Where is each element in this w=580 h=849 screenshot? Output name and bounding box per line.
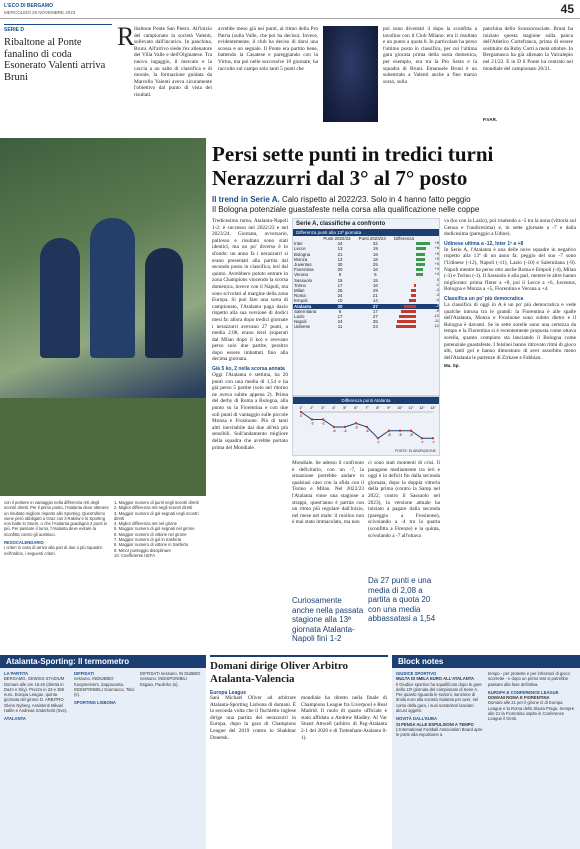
diff-label: +8 — [434, 241, 439, 246]
points-cell: 18 — [372, 256, 378, 262]
trend-x-label: 7° — [365, 406, 369, 410]
trend-point — [344, 426, 346, 428]
caption-body: I criteri in caso di arrivo alla pari di due o più squadre: nell'ordine, i seguenti criteri. — [4, 545, 104, 556]
deck — [212, 195, 577, 205]
caption-block — [4, 500, 110, 640]
team-cell: Inter — [294, 241, 303, 247]
tiebreak-8: 8. Maggior numero di vittorie in trasferta — [114, 542, 189, 548]
tiebreak-10: 10. Coefficiente UEFA — [114, 552, 156, 558]
main-col4a: va (ko con la Lazio), poi risalendo a -5 tra la nona (vittoria sul Genoa e l'undicesima) e, in sette giornate a -7 e dalla dodicesima (pareggio a Udine). — [444, 218, 576, 238]
team-cell: Atalanta — [294, 303, 312, 309]
note2-body: L'International Football Association Board apre le porte alla espulsione a — [396, 726, 483, 738]
main-col1b: Oggi l'Atalanta è settima, ha 20 punti con una media di 1,54 e ha già perso 5 partite (solo nel ritorno ne aveva subite appena 2). Prima del derby di Roma a Bologna, alla punto su la Fiorentina e con due soli punti di vantaggio sulle piccole Monza e Frosinone. Più di tanti altri inevitabile dai due all'età più sensibili. Sull'andamento migliore della squadra che avrebbe portato prima del Mondiale. — [212, 372, 288, 451]
chart-table — [293, 236, 439, 330]
top-article — [117, 22, 575, 126]
diff-label: +5 — [434, 262, 439, 267]
main-col3: ci sono stati momenti di crisi. Il paragone mediamente tra ieri e oggi è in deficit fin dalla seconda giornata, dopo la doppia vittoria della prima (contro la Samp nel 2022, contro il Sassuolo nel 2023), la versione attuale ha iniziato a pagare dalla seconda (pareggio a Frosinone), scivolando a -4 tra la quarta (sconfitta a Firenze) e la quinta, scivolando a -7 all'ottava — [368, 460, 440, 539]
trend-point — [311, 418, 313, 420]
team-cell: Sassuolo — [294, 277, 313, 283]
team-cell: Juventus — [294, 262, 312, 268]
trend-point — [410, 430, 412, 432]
sub-heading-2: Udinese ultima a -12, Inter 1ª a +8 — [444, 240, 524, 247]
points-cell: 32 — [372, 241, 378, 247]
diffidati-heading: DIFFIDATI — [74, 671, 94, 676]
points-cell: 25 — [372, 262, 378, 268]
trend-point — [399, 430, 401, 432]
trend-value-label: -7 — [420, 440, 424, 445]
points-cell: 10 — [337, 298, 343, 304]
team-cell: Bologna — [294, 251, 311, 257]
top-col4: panchina dello Scanzorosciate. Bruni ha iniziato questa stagione sulla panca dell'Atletico Cortefranca, prima di essere sostituito da Roby Corti a metà ottobre. In Bergamasca ha già allenato la Valcalepio nel 21/22. E in D il Ponte ha centrato nel mondiale del campionato 20/21. — [483, 26, 573, 72]
team-cell: Roma — [294, 293, 306, 299]
trend-value-label: -2 — [321, 421, 325, 426]
diff-label: -3 — [435, 288, 439, 293]
main-col4b: In Serie A, l'Atalanta è una delle nove squadre in negativo rispetto alla 13ª di un anno fa: peggio del suo -7 sono l'Udinese (-12), Napoli (-11), Lazio (-10) e Salernitana (-9). Napoli mentre ha perso otto anche Roma e Empoli (-4), Milan (-3) e Torino (-1). Il Sassuolo è alla pari, mentre le altre hanno migliorato: prima l'Inter a +8, poi il Lecce a +6, Juventus, Bologna e Monza a +5, Fiorentina e Verona a +4. — [444, 246, 576, 293]
team-cell: Napoli — [294, 319, 307, 325]
team-cell: Fiorentina — [294, 267, 314, 273]
caption-text: con il portiere in vantaggio nella differenza reti degli scontri diretti. Per il primo posto, l'Atalanta deve ottenere un risultato migliore rispetto allo Sporting. Quest'ultimo viene però obbligato a Graz con il Raków e lo Sporting non batte lo Sturm, o che l'Atalanta guadagna 2 punti in più. Per passare il turno, l'Atalanta deve evitare la sconfitta contro gli austriaci. — [4, 500, 109, 537]
trend-point — [355, 422, 357, 424]
team-cell: Empoli — [294, 298, 308, 304]
side-tag: SERIE D — [4, 24, 112, 33]
note2-body-cont: tempo - per proteste e per infrazioni di gioco scorrette - e dopo un primo test si potrebbe passare alla fase definitiva. — [488, 671, 570, 687]
points-cell: 35 — [372, 319, 378, 325]
points-cell: 29 — [372, 288, 378, 294]
trend-point — [432, 437, 434, 439]
points-cell: 20 — [337, 267, 343, 273]
main-col4c: La classifica di oggi in A è un po' più democratica e vede qualche intrusa tra le grandi: la Fiorentina è alle spalle dell'Atalanta, Monza e Frosinone sono subito dietro e il Bologna è davanti. Se le sette sorelle sono una certezza da tempo e la Fiorentina si è recentemente proposta come ottava sorella, quanto compiuto sta lanciando il Bologna come potenziale guastafeste. I felsinei hanno ritrovato ritmi di gioco alti, tanti gol e hanno dimostrato di aver assorbito meno dell'Atalanta le partenze di Zirkzee e Fabbian. — [444, 301, 576, 361]
chart-title: Serie A, classifiche a confronto — [296, 221, 386, 227]
points-cell: 15 — [372, 277, 378, 283]
trend-x-label: 10° — [397, 406, 403, 410]
diff-bar — [416, 242, 430, 245]
thermometer-title: Atalanta-Sporting: Il termometro — [0, 655, 206, 668]
diff-label: +5 — [434, 251, 439, 256]
trend-value-label: -7 — [376, 440, 380, 445]
trend-value-label: -5 — [387, 432, 391, 437]
team-cell: Udinese — [294, 324, 311, 330]
page-header — [0, 0, 580, 19]
points-cell: 16 — [372, 251, 378, 257]
tiebreak-9: 9. Minor punteggio disciplinare — [114, 547, 171, 553]
points-cell: 23 — [372, 324, 378, 330]
points-cell: 14 — [372, 298, 378, 304]
top-byline: P.VAR. — [483, 117, 498, 122]
deck-line2: Il Bologna potenziale guastafeste nella corsa alla qualificazione nelle coppe — [212, 205, 480, 214]
caption-title: RESOCALENDARIO — [4, 540, 44, 546]
points-cell: 13 — [337, 246, 343, 252]
diff-bar — [414, 284, 416, 287]
main-col1a: Tredicesimo turno, Atalanta-Napoli 1-2: è successo nel 2022/23 e nel 2023/24. Giornata, avversario, pallosso e risultato sono stati identici, ma un po' diverso è lo sfondo: un anno fa i nerazzurri si erano presentati alla partita dal secondo posto in classifica, ieri dal quinto. Avrebbero potuto entrare in zona Champions vincendo la scorsa domenica, invece con il Napoli, ma sono scivolati al margine della zona Europa. Si può fare una sorta di campionato, l'Atalanta paga dazio rispetto alla sua versione di dodici mesi fa: allora dopo tredici giornate i nerazzurri avevano 27 punti, a media 2.08, erano terzi (superati dal Milan dopo il ko) e avevano perso solo due partite, peraltro dopo essere imbattuti fino alla decima giornata. — [212, 218, 288, 363]
points-cell: 21 — [372, 293, 378, 299]
referee-title: Domani dirige Oliver Arbitro Atalanta-Valencia — [210, 655, 388, 686]
quote-box-2 — [368, 576, 440, 624]
coach-photo — [323, 26, 378, 122]
team-sporting: SPORTING LISBONA — [74, 700, 116, 706]
diff-label: 0 — [436, 277, 439, 282]
sporting-info: DIFFIDATI nessuno. IN DUBBIO nessuno. INDISPONIBILI Esgaio, Paulinho (s). — [140, 671, 201, 687]
diff-bar — [416, 253, 425, 256]
team-atalanta: ATALANTA — [4, 716, 26, 722]
team-cell: Lecce — [294, 246, 306, 252]
diff-bar — [416, 273, 423, 276]
team-cell: Torino — [294, 282, 306, 288]
top-col2: avrebbe meso già nei punti, al ritmo della Pro Patria (sulla Valle, che poi ha deciso). Invece, evidentemente, il club ha deciso di darsi una scossa e un segnale. Il Ponte era partito bene, battendo la Casatese e pareggiando con la Virtus, ma poi nelle successive 10 giornate, ha raccolto sul campo solo tanti 5 punti che — [218, 26, 318, 72]
points-cell: 24 — [337, 319, 343, 325]
trend-point — [388, 430, 390, 432]
note3-section: EUROPA E CONFERENCE LEAGUE — [488, 689, 559, 695]
col-header-diff: Differenza — [394, 236, 414, 241]
sub-heading-1: Già 5 ko, 2 nella scorsa annata — [212, 366, 285, 373]
tiebreak-4: 4. Miglior differenza reti nel girone — [114, 521, 178, 527]
points-cell: 13 — [337, 256, 343, 262]
block-notes-title: Block notes — [392, 655, 580, 668]
team-cell: Verona — [294, 272, 308, 278]
note1-head: MULTA DI 5MILA EURO ALL'ATALANTA — [396, 676, 475, 682]
trend-value-label: -4 — [365, 429, 369, 433]
referee-col1: Sarà Michael Oliver ad arbitrare Atalanta-Sporting Lisbona di domani. È la seconda volta che il fischietto inglese dirige una partita dei nerazzurri in Europa, dopo la gara di Champions League del 2019 contro lo Shakhtar Donetsk. — [210, 695, 296, 741]
issue-date: MERCOLEDÌ 29 NOVEMBRE 2023 — [4, 10, 76, 15]
points-cell: 9 — [338, 272, 342, 278]
points-cell: 11 — [337, 324, 343, 330]
page-number: 45 — [560, 2, 574, 16]
trend-point — [421, 437, 423, 439]
table-row — [293, 324, 439, 329]
trend-point — [322, 418, 324, 420]
trend-value-label: -2 — [310, 421, 314, 426]
diff-label: +4 — [434, 272, 439, 277]
diff-bar — [411, 294, 416, 297]
points-cell: 24 — [337, 241, 343, 247]
points-cell: 5 — [374, 272, 377, 278]
diff-bar — [397, 320, 416, 323]
diff-label: -7 — [435, 303, 439, 308]
main-col1 — [212, 218, 288, 588]
deck-line1: Calo rispetto al 2022/23. Solo in 4 hanno fatto peggio — [281, 195, 471, 204]
diff-label: -3 — [435, 293, 439, 298]
diff-bar — [399, 315, 416, 318]
points-cell: 15 — [337, 277, 343, 283]
bottom-mid-article — [210, 655, 388, 849]
trend-chart — [293, 404, 439, 450]
diff-label: -1 — [435, 282, 439, 287]
diff-bar — [416, 247, 426, 250]
quote-1: Curiosamente anche nella passata stagione alla 13ª giornata Atalanta-Napoli finì 1-2 — [292, 596, 364, 643]
trend-value-label: -5 — [398, 432, 402, 437]
trend-point — [333, 426, 335, 428]
team-cell: Salernitana — [294, 308, 317, 314]
points-cell: 17 — [337, 282, 343, 288]
deck-lead: Il trend in Serie A. — [212, 195, 280, 204]
diff-bar — [396, 325, 416, 328]
main-col4 — [444, 218, 576, 638]
trend-value-label: -5 — [409, 432, 413, 437]
col-header-2022: Punti 2022/23 — [323, 236, 351, 241]
trend-x-label: 9° — [387, 406, 391, 410]
tiebreak-7: 7. Maggior numero di gol in trasferta — [114, 537, 182, 543]
diff-bar — [404, 305, 416, 308]
diff-label: -9 — [435, 308, 439, 313]
headline-2: Nerazzurri dal 3° al 7° posto — [212, 166, 468, 190]
drop-cap: R — [117, 22, 135, 51]
points-cell: 27 — [372, 314, 378, 320]
diff-bar — [411, 289, 416, 292]
trend-title: Differenza punti Atalanta — [293, 397, 439, 404]
col-header-2023: Punti 2023/24 — [358, 236, 386, 241]
match-heading: LA PARTITA — [4, 671, 29, 676]
trend-box — [292, 396, 440, 456]
main-photo — [0, 138, 206, 496]
tiebreak-1: 1. Maggior numero di punti negli scontri diretti — [114, 500, 199, 505]
note2-section: NOVITÀ DALL'EUBA — [396, 716, 438, 722]
note1-body: Il Giudice sportivo ha squalificato dopo le gare della 13ª giornata del campionato di Serie A. Per quanto riguarda le sezioni, sanzione di 5mila euro alla società Atalanta per aver, nel corso della gara, i suoi sostenitori lanciato alcuni oggetti. — [396, 681, 482, 714]
diff-cell — [393, 324, 439, 329]
points-cell: 16 — [372, 282, 378, 288]
main-headline-block — [212, 142, 577, 215]
tiebreak-list — [114, 500, 208, 640]
referee-col2: mondiale ha diretto nella finale di Champions League fra Liverpool e Real Madrid. Il ruolo di quarto ufficiale è stato affidato a Andrew Madley. Al Var Stuart Attwell (arbitro di Pag-Atalanta 2-1 del 2020 e di Tottenham-Atalanta 0-1). — [301, 695, 387, 741]
diff-label: +5 — [434, 256, 439, 261]
note3-head: DOMANI ROMA E FIORENTINA — [488, 695, 550, 701]
trend-value-label: -7 — [431, 440, 435, 445]
trend-value-label: 0 — [300, 414, 302, 418]
main-byline: Ma. Sp. — [444, 363, 460, 369]
diff-bar — [409, 299, 416, 302]
top-col3: poi sono diventati 4 dopo la sconfitta a tavolino con il Club Milano: era il risultato e un punto a quota 8. In particolare ha perso l'ultimo posto in classifica, per cui l'ultima gara giocata prima della sosta domenica, per esempio, era tra la Pro Sesto e la squadra di Bruni. Emanuele Bruni è un subentrato a Valenti anche a fine marzo sorso, sulla — [383, 26, 477, 85]
trend-point — [366, 426, 368, 428]
quote-box-1 — [292, 596, 364, 644]
trend-x-label: 4° — [332, 406, 336, 410]
points-cell: 20 — [337, 303, 343, 309]
diff-bar — [416, 263, 425, 266]
diff-bar — [401, 310, 416, 313]
quote-2: Da 27 punti e una media di 2,08 a partita a quota 20 con una media abbassatasi a 1,54 — [368, 576, 436, 623]
points-cell: 26 — [337, 288, 343, 294]
diff-bar — [416, 258, 425, 261]
team-cell: Milan — [294, 288, 305, 294]
points-cell: 24 — [337, 293, 343, 299]
points-cell: 17 — [372, 308, 378, 314]
top-col1: ibaltone Ponte San Pietro. All'inizio del campionato la società Valenti, sollevato dall'incarico. In panchina, Bruni. All'arrivo siede l'ex allenatore del Villa Valle e dell'Olginatese. Tra nuovo ingaggio, il mercato e la caccia a un salto di classifica e di morale, la formazione guidata da Marcello Valenti aveva sicuramente l'obiettivo dal punto di vista dei risultati. — [134, 26, 212, 98]
match-body: BERGAMO, GEWISS STADIUM Domani alle ore 18.45 (diretta in Dazn e Sky). Prezzo in 23 e 366 euro. Europa League, quinta giornata del girone D. ARBITRO Glenn Nyberg. Assistenti Mikael Hallin e Andreas Söderkvist (Sve). — [4, 676, 68, 714]
diffidati-body: nessuno. INDIUBBIO Koopmeiners, Zappacosta. INDISPONIBILI Scamacca, Toloi (s). — [74, 676, 135, 698]
bottom-left-box — [0, 655, 206, 849]
points-cell: 27 — [372, 303, 378, 309]
note3-body: Domani alle 21 per il girone G di Europa League e la Roma dello Slavia Praga. Sempre alle 21 la Fiorentina ospita in Conference League il Genk. — [488, 700, 575, 722]
sub-heading-3: Classifica un po' più democratica — [444, 295, 524, 302]
trend-x-label: 12° — [419, 406, 425, 410]
tiebreak-6: 6. Maggior numero di vittorie nel girone — [114, 531, 187, 537]
points-cell: 19 — [372, 246, 378, 252]
trend-x-label: 5° — [343, 406, 347, 410]
trend-point — [377, 437, 379, 439]
diff-label: +6 — [434, 246, 439, 251]
trend-value-label: -3 — [354, 425, 358, 430]
points-cell: 16 — [372, 267, 378, 273]
points-cell: 17 — [337, 314, 343, 320]
brand: L'ECO DI BERGAMO — [4, 3, 53, 9]
note1-section: GIUDICE SPORTIVO — [396, 671, 437, 676]
trend-x-label: 3° — [321, 406, 325, 410]
trend-x-label: 6° — [354, 406, 358, 410]
tiebreak-3: 3. Maggior numero di gol segnati negli scontri diretti — [114, 510, 199, 521]
team-cell: Lazio — [294, 314, 305, 320]
trend-point — [300, 411, 302, 413]
chart-source: FONTE: ELABORAZIONE — [394, 448, 436, 453]
diff-bar — [416, 268, 423, 271]
note2-head: SI PENSA ALLE ESPULSIONI A TEMPO — [396, 721, 474, 727]
team-cell: Monza — [294, 256, 308, 262]
trend-x-label: 11° — [408, 406, 414, 410]
side-title: Ribaltone al Ponte fanalino di coda Esonerato Valenti arriva Bruni — [4, 37, 106, 83]
diff-label: -4 — [435, 298, 439, 303]
block-notes — [392, 655, 580, 849]
main-col2: Mondiale. Se adesso il confronto è deficitario, con un -7, la situazione potrebbe andare in qualsiasi caso con la sfida con il Torino e Milan. Nel 2022/23 l'Atalanta vinse una stagione a strappi, quest'anno è partita con un ritmo più regolare dall'inizio, nel mese nel male: il ruolino non è mai stato immacolato, ma non — [292, 460, 364, 526]
referee-tag: Europa League — [210, 690, 247, 696]
tiebreak-5: 5. Maggior numero di gol segnati nel girone — [114, 526, 195, 532]
chart-box — [292, 218, 440, 396]
trend-x-label: 8° — [376, 406, 380, 410]
side-article — [4, 24, 112, 83]
diff-label: -10 — [433, 314, 439, 319]
chart-subtitle: Differenza punti alla 13ª giornata — [293, 229, 439, 236]
trend-value-label: -4 — [332, 429, 336, 433]
points-cell: 6 — [338, 308, 342, 314]
tiebreak-2: 2. Miglior differenza reti negli scontri diretti — [114, 505, 193, 511]
headline-1: Persi sette punti in tredici turni — [212, 142, 494, 166]
diff-label: +4 — [434, 267, 439, 272]
trend-value-label: -4 — [343, 429, 347, 433]
points-cell: 21 — [337, 251, 343, 257]
trend-x-label: 2° — [310, 406, 314, 410]
points-cell: 30 — [337, 262, 343, 268]
diff-label: -12 — [433, 324, 439, 329]
diff-label: -11 — [433, 319, 439, 324]
trend-x-label: 13° — [430, 406, 436, 410]
trend-x-label: 1° — [299, 406, 303, 410]
